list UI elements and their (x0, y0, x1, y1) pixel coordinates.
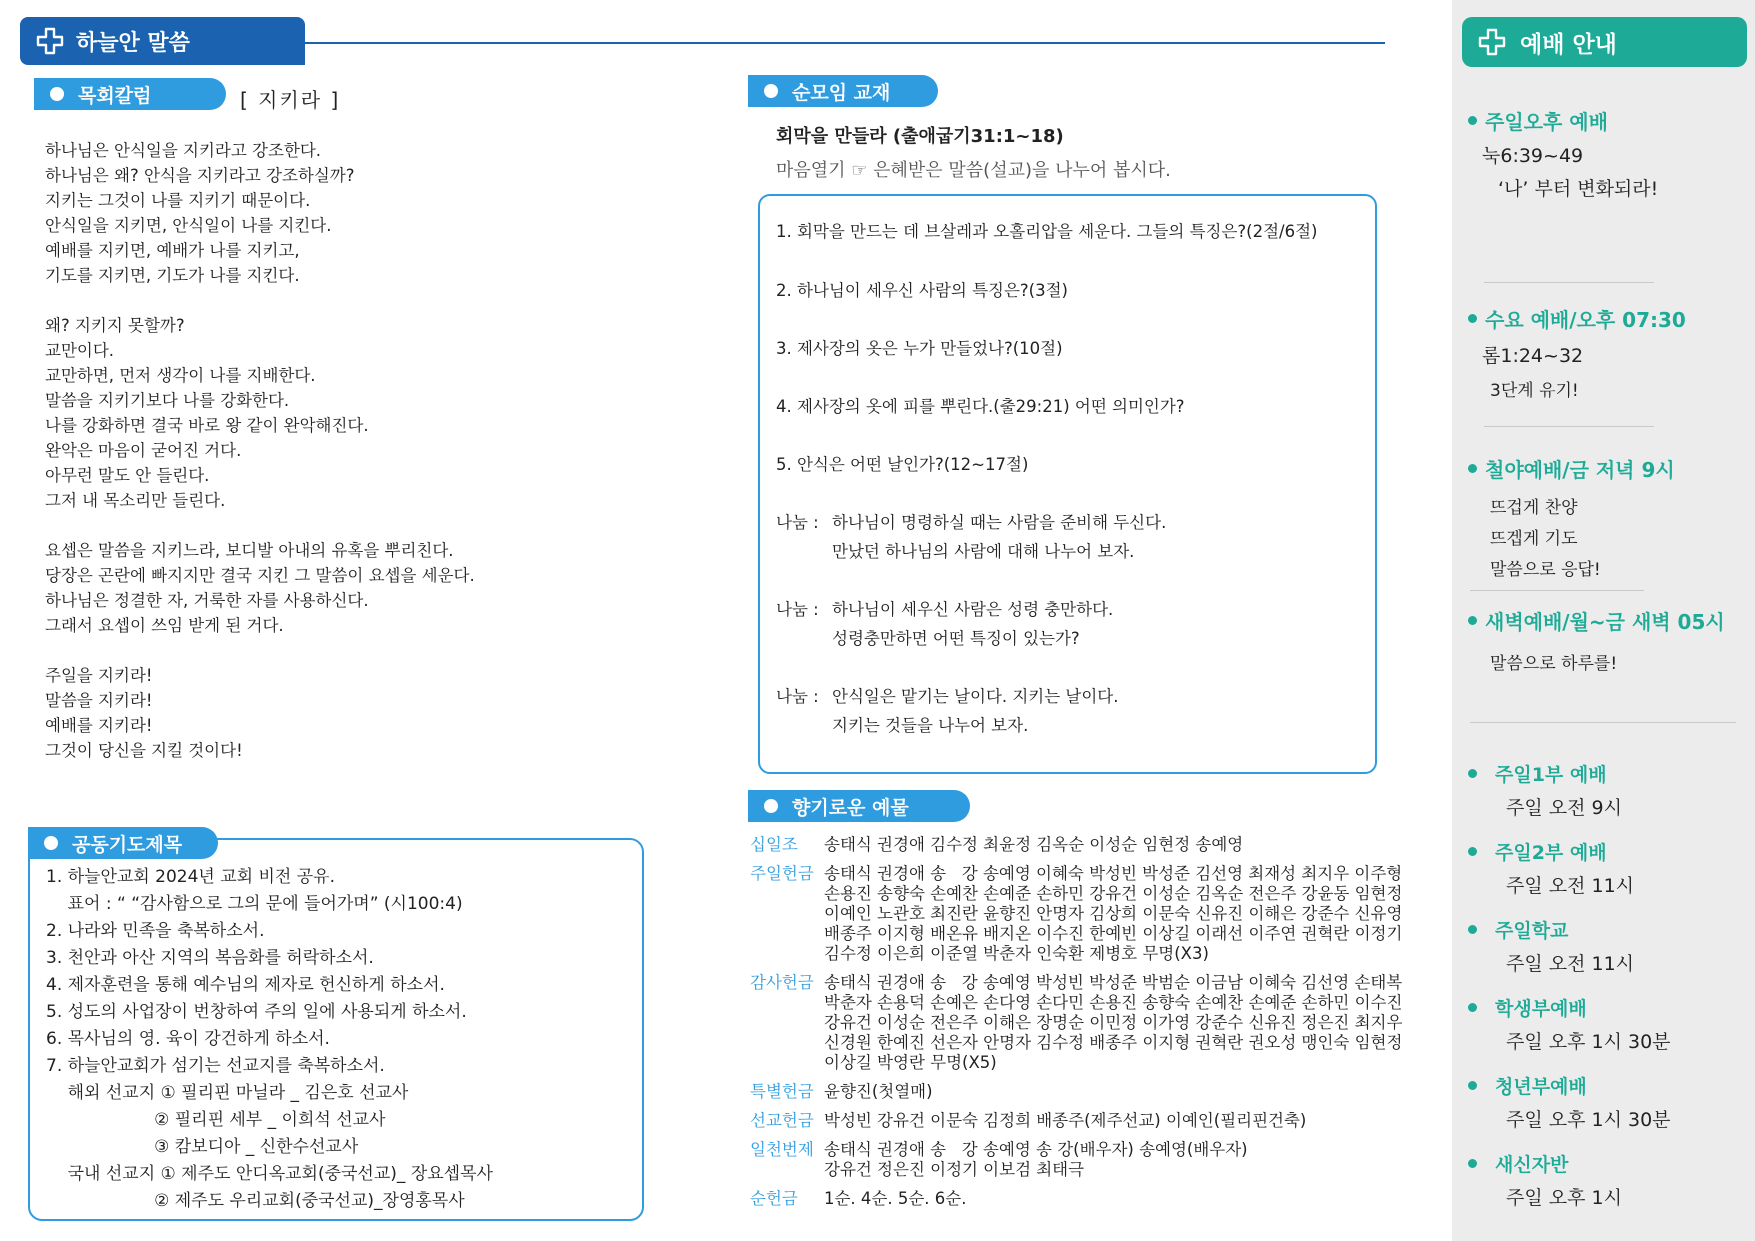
bullet-icon (1468, 116, 1477, 125)
column-badge (34, 78, 226, 110)
offering-list (750, 835, 1430, 1218)
share-1 (776, 508, 1166, 566)
offering-names (824, 835, 1430, 855)
offering-row (750, 1140, 1430, 1180)
service-name: 주일오후 예배 (1485, 110, 1608, 134)
offering-name-line: 신경원 한예진 선은자 안명자 김수정 배종주 이지형 권혁란 권오성 맹인숙 임현정 (824, 1033, 1403, 1052)
column-line: 완악은 마음이 굳어진 거다. (45, 441, 242, 460)
service-name: 수요 예배/오후 07:30 (1485, 308, 1686, 332)
schedule-item (1468, 1150, 1671, 1210)
offering-row (750, 835, 1430, 855)
schedule-name: 주일2부 예배 (1495, 842, 1607, 864)
service-name: 철야예배/금 저녁 9시 (1485, 458, 1675, 482)
bullet-dot-icon (764, 799, 778, 813)
divider (1470, 590, 1644, 591)
bullet-icon (1468, 1003, 1477, 1012)
share-line: 지키는 것들을 나누어 보자. (832, 716, 1029, 735)
column-line: 하나님은 정결한 자, 거룩한 자를 사용하신다. (45, 591, 369, 610)
offering-row (750, 973, 1430, 1073)
bullet-icon (1468, 1159, 1477, 1168)
schedule-time: 주일 오전 11시 (1506, 875, 1635, 897)
section-header-tab (20, 17, 305, 65)
schedule-time: 주일 오후 1시 30분 (1506, 1031, 1671, 1053)
bullet-icon (1468, 314, 1477, 323)
offering-names (824, 1140, 1430, 1180)
column-line: 그저 내 목소리만 들린다. (45, 491, 226, 510)
service-schedule (1468, 760, 1671, 1228)
schedule-time: 주일 오전 11시 (1506, 953, 1635, 975)
share-line: 하나님이 명령하실 때는 사람을 준비해 두신다. (832, 513, 1167, 532)
share-label: 나눔 : (776, 600, 819, 619)
offering-name-line: 강유건 정은진 이정기 이보검 최태극 (824, 1160, 1085, 1179)
bullet-icon (1468, 616, 1477, 625)
prayer-item: 7. 하늘안교회가 섬기는 선교지를 축복하소서. (46, 1056, 385, 1076)
prayer-item: 국내 선교지 ① 제주도 안디옥교회(중국선교)_ 장요셉목사 (46, 1164, 493, 1184)
schedule-name: 학생부예배 (1495, 998, 1587, 1020)
bullet-icon (1468, 925, 1477, 934)
service-friday (1468, 454, 1675, 580)
offering-row (750, 1111, 1430, 1131)
prayer-item: 2. 나라와 민족을 축복하소서. (46, 921, 265, 941)
bullet-dot-icon (764, 84, 778, 98)
column-line: 주일을 지키라! (45, 666, 153, 685)
bullet-icon (1468, 769, 1477, 778)
service-sunday-pm (1468, 106, 1658, 201)
schedule-name: 주일학교 (1495, 920, 1569, 942)
question-1: 1. 회막을 만드는 데 브살레과 오홀리압을 세운다. 그들의 특징은?(2절/6절) (776, 222, 1318, 241)
share-line: 안식일은 맡기는 날이다. 지키는 날이다. (832, 687, 1119, 706)
service-dawn (1468, 606, 1725, 674)
divider (1484, 426, 1654, 427)
column-line: 안식일을 지키면, 안식일이 나를 지킨다. (45, 216, 332, 235)
offering-name-line: 이예인 노관호 최진란 윤향진 안명자 김상희 이문숙 신유진 이해은 강준수 신유영 (824, 904, 1403, 923)
share-3 (776, 682, 1119, 740)
study-badge-label: 순모임 교재 (792, 81, 891, 104)
schedule-item (1468, 838, 1671, 898)
bullet-icon (1468, 847, 1477, 856)
column-line: 교만하면, 먼저 생각이 나를 지배한다. (45, 366, 316, 385)
schedule-name: 새신자반 (1495, 1154, 1569, 1176)
column-line: 그래서 요셉이 쓰임 받게 된 거다. (45, 616, 284, 635)
schedule-time: 주일 오전 9시 (1506, 797, 1622, 819)
schedule-item (1468, 760, 1671, 820)
study-title: 회막을 만들라 (출애굽기31:1~18) (776, 126, 1064, 147)
schedule-item (1468, 1072, 1671, 1132)
prayer-item: 6. 목사님의 영. 육이 강건하게 하소서. (46, 1029, 330, 1049)
divider (1484, 282, 1654, 283)
prayer-item: 3. 천안과 아산 지역의 복음화를 허락하소서. (46, 948, 374, 968)
offering-name-line: 이상길 박영란 무명(X5) (824, 1053, 997, 1072)
divider (1470, 722, 1736, 723)
column-line: 말씀을 지키라! (45, 691, 153, 710)
schedule-item (1468, 916, 1671, 976)
header-divider (305, 42, 1385, 44)
schedule-name: 주일1부 예배 (1495, 764, 1607, 786)
question-3: 3. 제사장의 옷은 누가 만들었나?(10절) (776, 339, 1063, 358)
schedule-name: 청년부예배 (1495, 1076, 1587, 1098)
offering-name-line: 윤향진(첫열매) (824, 1082, 933, 1101)
offering-label: 십일조 (750, 835, 798, 854)
prayer-item: ② 필리핀 세부 _ 이희석 선교사 (46, 1110, 386, 1130)
study-subtitle: 마음열기 ☞ 은혜받은 말씀(설교)을 나누어 봅시다. (776, 160, 1171, 181)
bullet-dot-icon (50, 87, 64, 101)
share-2 (776, 595, 1113, 653)
prayer-item: ② 제주도 우리교회(중국선교)_장영홍목사 (46, 1191, 465, 1211)
prayer-item: 4. 제자훈련을 통해 예수님의 제자로 헌신하게 하소서. (46, 975, 445, 995)
worship-title: 예배 안내 (1520, 31, 1617, 58)
service-line: 눅6:39~49 (1482, 145, 1584, 167)
service-line: 롬1:24~32 (1482, 345, 1584, 367)
schedule-time: 주일 오후 1시 (1506, 1187, 1622, 1209)
column-line: 예배를 지키면, 예배가 나를 지키고, (45, 241, 300, 260)
offering-badge (748, 790, 970, 822)
offering-names (824, 973, 1430, 1073)
column-line: 나를 강화하면 결국 바로 왕 같이 완악해진다. (45, 416, 369, 435)
question-2: 2. 하나님이 세우신 사람의 특징은?(3절) (776, 281, 1068, 300)
offering-name-line: 강유건 이성순 전은주 이해은 장명순 이민정 이가영 강준수 신유진 정은진 최지우 (824, 1013, 1403, 1032)
study-badge (748, 75, 938, 107)
header-title: 하늘안 말씀 (76, 30, 190, 56)
column-line: 교만이다. (45, 341, 115, 360)
column-line: 예배를 지키라! (45, 716, 153, 735)
offering-name-line: 송태식 권경애 송 강 송예영 이혜숙 박성빈 박성준 김선영 최재성 최지우 이주형 (824, 864, 1403, 883)
service-wednesday (1468, 304, 1686, 401)
schedule-time: 주일 오후 1시 30분 (1506, 1109, 1671, 1131)
prayer-item: 해외 선교지 ① 필리핀 마닐라 _ 김은호 선교사 (46, 1083, 409, 1103)
cross-icon (1478, 28, 1506, 56)
offering-name-line: 송태식 권경애 김수정 최윤정 김옥순 이성순 임현정 송예영 (824, 835, 1244, 854)
service-line: 뜨겁게 찬양 (1490, 498, 1578, 518)
column-badge-label: 목회칼럼 (78, 84, 152, 107)
offering-label: 순헌금 (750, 1189, 798, 1208)
column-body (45, 138, 475, 763)
question-4: 4. 제사장의 옷에 피를 뿌린다.(출29:21) 어떤 의미인가? (776, 397, 1185, 416)
share-line: 성령충만하면 어떤 특징이 있는가? (832, 629, 1080, 648)
service-line: 말씀으로 응답! (1490, 560, 1601, 580)
share-label: 나눔 : (776, 687, 819, 706)
column-line: 지키는 그것이 나를 지키기 때문이다. (45, 191, 311, 210)
worship-header (1462, 17, 1747, 67)
column-line: 말씀을 지키기보다 나를 강화한다. (45, 391, 290, 410)
offering-name-line: 박성빈 강유건 이문숙 김정희 배종주(제주선교) 이예인(필리핀건축) (824, 1111, 1307, 1130)
prayer-badge (28, 827, 218, 859)
offering-label: 일천번제 (750, 1140, 814, 1159)
service-line: 뜨겝게 기도 (1490, 529, 1578, 549)
offering-row (750, 864, 1430, 964)
offering-names (824, 1189, 1430, 1209)
service-line: 말씀으로 하루를! (1490, 654, 1618, 674)
offering-label: 특별헌금 (750, 1082, 814, 1101)
column-line (45, 513, 475, 538)
offering-name-line: 1순. 4순. 5순. 6순. (824, 1189, 967, 1208)
service-name: 새벽예배/월~금 새벽 05시 (1485, 610, 1725, 634)
service-line: 3단계 유기! (1490, 381, 1579, 401)
prayer-badge-label: 공동기도제목 (72, 833, 183, 856)
column-line: 그것이 당신을 지킬 것이다! (45, 741, 243, 760)
bullet-icon (1468, 464, 1477, 473)
service-line: ‘나’ 부터 변화되라! (1498, 178, 1659, 200)
column-line: 기도를 지키면, 기도가 나를 지킨다. (45, 266, 300, 285)
offering-label: 감사헌금 (750, 973, 814, 992)
prayer-item: 1. 하늘안교회 2024년 교회 비전 공유. (46, 867, 335, 887)
offering-names (824, 1082, 1430, 1102)
offering-name-line: 박춘자 손용덕 손예은 손다영 손다민 손용진 송향숙 손예찬 손예준 손하민 이수진 (824, 993, 1403, 1012)
column-line: 당장은 곤란에 빠지지만 결국 지킨 그 말씀이 요셉을 세운다. (45, 566, 475, 585)
column-line: 아무런 말도 안 들린다. (45, 466, 210, 485)
offering-names (824, 1111, 1430, 1131)
prayer-list (46, 864, 493, 1215)
column-line (45, 638, 475, 663)
offering-row (750, 1082, 1430, 1102)
column-line: 하나님은 안식일을 지키라고 강조한다. (45, 141, 322, 160)
share-label: 나눔 : (776, 513, 819, 532)
question-5: 5. 안식은 어떤 날인가?(12~17절) (776, 455, 1029, 474)
offering-name-line: 손용진 송향숙 손예찬 손예준 손하민 강유건 이성순 김옥순 전은주 강윤동 임현정 (824, 884, 1403, 903)
share-line: 하나님이 세우신 사람은 성령 충만하다. (832, 600, 1114, 619)
prayer-item: 5. 성도의 사업장이 번창하여 주의 일에 사용되게 하소서. (46, 1002, 467, 1022)
offering-names (824, 864, 1430, 964)
offering-name-line: 송태식 권경애 송 강 송예영 박성빈 박성준 박범순 이금남 이혜숙 김선영 손태복 (824, 973, 1403, 992)
bullet-icon (1468, 1081, 1477, 1090)
share-line: 만났던 하나님의 사람에 대해 나누어 보자. (832, 542, 1135, 561)
cross-icon (36, 27, 64, 55)
column-line: 왜? 지키지 못할까? (45, 316, 185, 335)
offering-name-line: 김수정 이은희 이준열 박춘자 인숙환 제병호 무명(X3) (824, 944, 1209, 963)
column-line (45, 288, 475, 313)
column-line: 요셉은 말씀을 지키느라, 보디발 아내의 유혹을 뿌리친다. (45, 541, 454, 560)
offering-badge-label: 향기로운 예물 (792, 796, 909, 819)
schedule-item (1468, 994, 1671, 1054)
bullet-dot-icon (44, 836, 58, 850)
offering-name-line: 배종주 이지형 배온유 배지온 이수진 한예빈 이상길 이래선 이주연 권혁란 이정기 (824, 924, 1403, 943)
prayer-item: 표어 : “ “감사함으로 그의 문에 들어가며” (시100:4) (46, 894, 463, 914)
offering-label: 선교헌금 (750, 1111, 814, 1130)
column-line: 하나님은 왜? 안식을 지키라고 강조하실까? (45, 166, 355, 185)
offering-name-line: 송태식 권경애 송 강 송예영 송 강(배우자) 송예영(배우자) (824, 1140, 1248, 1159)
offering-row (750, 1189, 1430, 1209)
prayer-item: ③ 캄보디아 _ 신한수선교사 (46, 1137, 359, 1157)
column-subject: [ 지키라 ] (240, 88, 341, 112)
offering-label: 주일헌금 (750, 864, 814, 883)
